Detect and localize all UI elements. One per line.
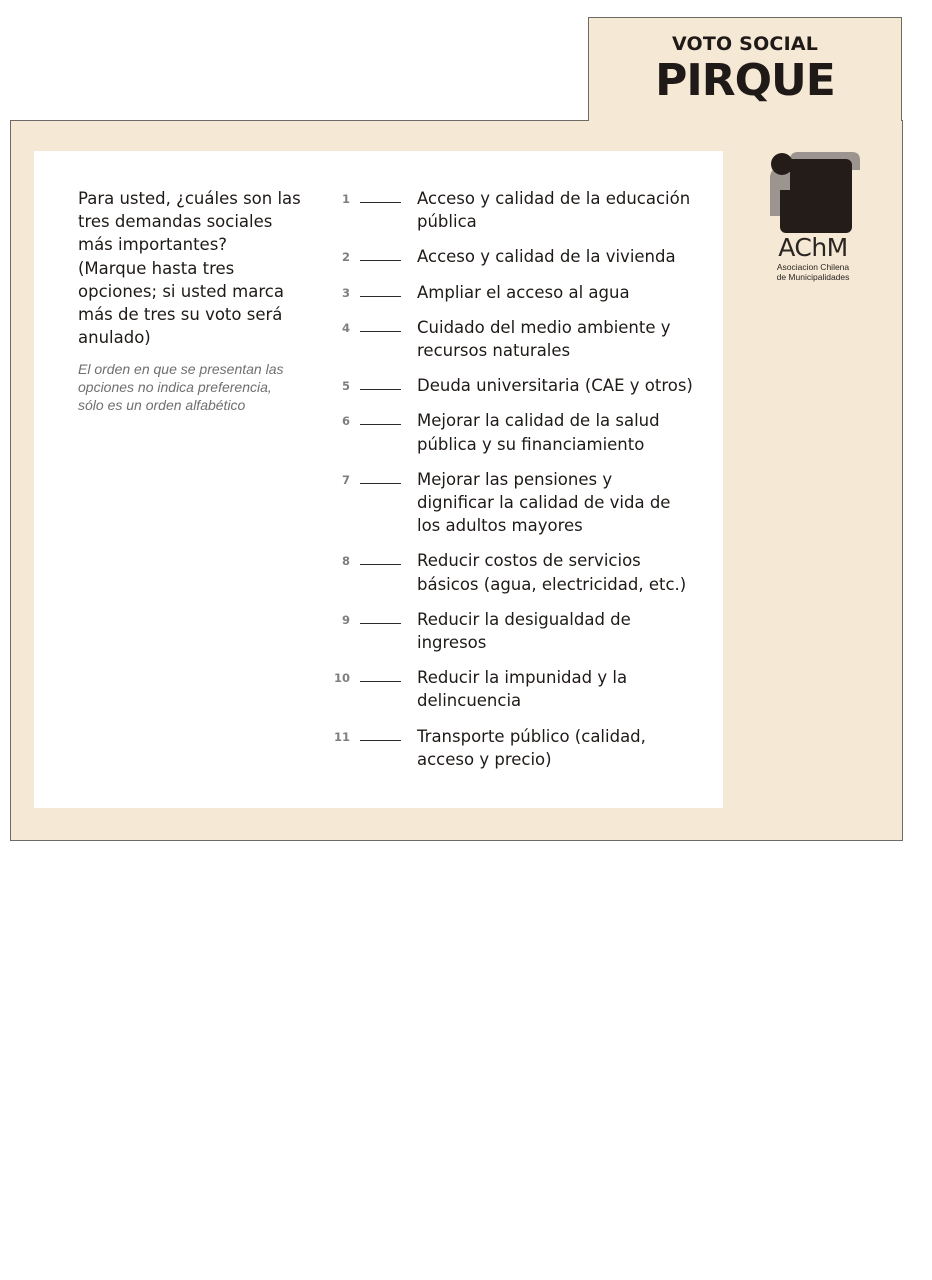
option-text-line: Mejorar la calidad de la salud: [417, 411, 660, 431]
logo-sub-line: de Municipalidades: [776, 272, 850, 282]
note-line: opciones no indica preferencia,: [78, 379, 272, 395]
option-text-line: Reducir la impunidad y la: [417, 668, 628, 688]
option-text: [417, 316, 702, 362]
option-text-line: dignificar la calidad de vida de: [417, 493, 671, 512]
note-line: sólo es un orden alfabético: [78, 397, 246, 413]
option-number: 7: [341, 472, 350, 487]
option-text: [417, 666, 702, 712]
option-text-line: Cuidado del medio ambiente y: [417, 317, 671, 337]
option-text-line: los adultos mayores: [417, 516, 583, 536]
option-mark-line[interactable]: [360, 740, 401, 741]
option-text-line: delincuencia: [417, 691, 522, 711]
option-mark-line[interactable]: [360, 389, 401, 390]
option-text-line: recursos naturales: [417, 341, 571, 360]
option-text-line: acceso y precio): [417, 749, 552, 769]
option-text: [417, 281, 702, 304]
question-line: tres demandas sociales: [78, 212, 273, 232]
question-line: opciones; si usted marca: [78, 281, 284, 301]
note-line: El orden en que se presentan las: [78, 361, 284, 377]
option-text: [417, 608, 702, 654]
option-mark-line[interactable]: [360, 260, 401, 261]
option-text-line: básicos (agua, electricidad, etc.): [417, 574, 687, 594]
option-text: [417, 725, 702, 771]
question-line: más de tres su voto será: [78, 305, 283, 325]
logo-dot: [771, 153, 793, 175]
question-line: Para usted, ¿cuáles son las: [78, 189, 301, 208]
logo-sub-line: Asociacion Chilena: [776, 262, 850, 272]
option-text-line: pública: [417, 212, 477, 232]
option-mark-line[interactable]: [360, 623, 401, 624]
question-line: anulado): [78, 328, 151, 348]
option-text-line: Deuda universitaria (CAE y otros): [417, 376, 693, 396]
ballot-subtitle: VOTO SOCIAL: [671, 33, 819, 55]
option-number: 6: [341, 414, 350, 429]
option-number: 8: [341, 554, 350, 569]
option-text: [417, 187, 702, 233]
ballot-title: PIRQUE: [655, 55, 835, 106]
option-number: 11: [333, 729, 350, 744]
option-mark-line[interactable]: [360, 202, 401, 203]
option-number: 9: [341, 612, 350, 627]
option-mark-line[interactable]: [360, 331, 401, 332]
option-text: [417, 468, 702, 538]
option-number: 5: [341, 379, 350, 394]
option-text: [417, 245, 702, 268]
logo-name: AChM: [778, 233, 848, 262]
option-text: [417, 409, 702, 455]
option-text: [417, 374, 702, 397]
option-number: 4: [341, 320, 350, 335]
option-mark-line[interactable]: [360, 564, 401, 565]
option-number: 10: [333, 671, 350, 686]
option-text-line: Reducir la desigualdad de: [417, 609, 631, 629]
option-number: 2: [341, 250, 350, 265]
option-text-line: Ampliar el acceso al agua: [417, 282, 630, 302]
option-text-line: pública y su financiamiento: [417, 434, 645, 454]
question-line: (Marque hasta tres: [78, 258, 235, 278]
option-text-line: ingresos: [417, 633, 487, 652]
option-mark-line[interactable]: [360, 483, 401, 484]
logo-subtitle: [766, 262, 860, 282]
option-text-line: Mejorar las pensiones y: [417, 469, 613, 489]
option-text: [417, 549, 702, 595]
option-text-line: Acceso y calidad de la educación: [417, 189, 691, 208]
option-text-line: Acceso y calidad de la vivienda: [417, 247, 676, 267]
option-text-line: Reducir costos de servicios: [417, 551, 641, 571]
option-mark-line[interactable]: [360, 681, 401, 682]
option-number: 1: [341, 192, 350, 206]
option-mark-line[interactable]: [360, 296, 401, 297]
option-text-line: Transporte público (calidad,: [417, 726, 646, 746]
option-number: 3: [341, 285, 350, 300]
question-line: más importantes?: [78, 235, 228, 255]
option-mark-line[interactable]: [360, 424, 401, 425]
